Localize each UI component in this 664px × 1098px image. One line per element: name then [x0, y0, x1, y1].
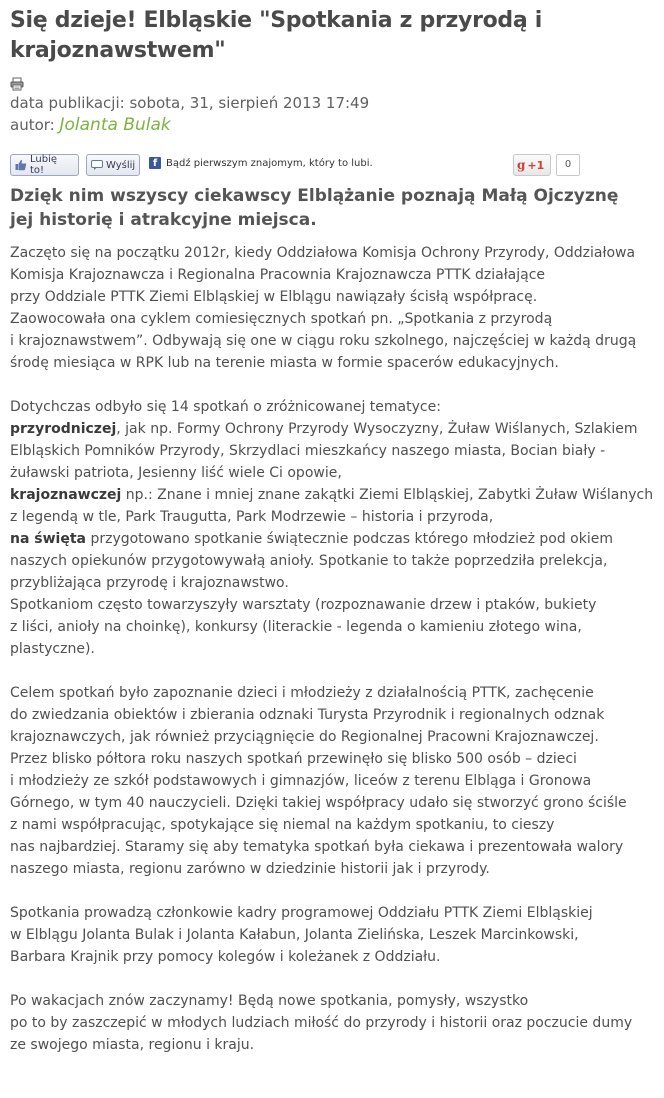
line-text: Po wakacjach znów zaczynamy! Będą nowe spotkania, pomysły, wszystko [10, 993, 529, 1009]
paragraph-line [10, 902, 654, 924]
line-text: z legendą w tle, Park Traugutta, Park Modrzewie – historia i przyroda, [10, 509, 494, 525]
line-text: po to by zaszczepić w młodych ludziach miłość do przyrody i historii oraz poczucie dumy [10, 1015, 633, 1031]
paragraph-line [10, 814, 654, 836]
paragraph-line [10, 594, 654, 616]
article-meta [10, 92, 654, 136]
paragraph [10, 902, 654, 968]
paragraph-line [10, 726, 654, 748]
paragraph-line [10, 836, 654, 858]
facebook-like-button[interactable] [10, 154, 79, 176]
paragraph-line [10, 1012, 654, 1034]
line-text: do zwiedzania obiektów i zbierania odznaki Turysta Przyrodnik i regionalnych odznak [10, 707, 605, 723]
line-text: Celem spotkań było zapoznanie dzieci i młodzieży z działalnością PTTK, zachęcenie [10, 685, 594, 701]
facebook-send-button[interactable] [86, 154, 140, 176]
paragraph-line [10, 462, 654, 484]
paragraph-line [10, 352, 654, 374]
line-text: plastyczne). [10, 641, 95, 657]
line-text: naszego miasta, regionu zarówno w dziedzinie historii jak i przyrody. [10, 861, 490, 877]
gplus-label: +1 [527, 158, 545, 172]
paragraph-line [10, 770, 654, 792]
paragraph-line [10, 946, 654, 968]
google-plus-button[interactable] [513, 154, 551, 176]
paragraph [10, 396, 654, 660]
bold-term: krajoznawczej [10, 487, 122, 503]
line-text: przy Oddziale PTTK Ziemi Elbląskiej w Elblągu nawiązały ścisłą współpracę. [10, 289, 538, 305]
line-text: Spotkaniom często towarzyszyły warsztaty (rozpoznawanie drzew i ptaków, bukiety [10, 597, 597, 613]
publication-label: data publikacji: [10, 94, 125, 112]
paragraph-line [10, 572, 654, 594]
line-text: z liści, anioły na choinkę), konkursy (literackie - legenda o kamieniu złotego wina, [10, 619, 582, 635]
paragraph-line [10, 440, 654, 462]
line-text: Przez blisko półtora roku naszych spotkań przewinęło się blisko 500 osób – dzieci [10, 751, 577, 767]
article-body [10, 242, 654, 1056]
line-text: Spotkania prowadzą członkowie kadry programowej Oddziału PTTK Ziemi Elbląskiej [10, 905, 593, 921]
line-text: przybliżająca przyrodę i krajoznawstwo. [10, 575, 289, 591]
paragraph-line [10, 330, 654, 352]
paragraph-line [10, 792, 654, 814]
author-name[interactable]: Jolanta Bulak [59, 115, 171, 135]
paragraph-line [10, 748, 654, 770]
line-text: żuławski patriota, Jesienny liść wiele Ci opowie, [10, 465, 342, 481]
paragraph-line [10, 550, 654, 572]
line-text: np.: Znane i mniej znane zakątki Ziemi Elbląskiej, Zabytki Żuław Wiślanych [121, 487, 654, 503]
paragraph-line [10, 264, 654, 286]
paragraph-line [10, 484, 654, 506]
paragraph-line [10, 242, 654, 264]
paragraph-line [10, 1034, 654, 1056]
paragraph-line [10, 396, 654, 418]
paragraph-line [10, 638, 654, 660]
article-lead [10, 184, 620, 232]
author-line [10, 114, 654, 136]
paragraph-line [10, 858, 654, 880]
like-label: Lubię to! [30, 154, 58, 176]
article-title: Się dzieje! Elbląskie "Spotkania z przyrodą i krajoznawstwem" [10, 8, 543, 63]
line-text: z nami współpracując, spotykające się niemal na każdym spotkaniu, to cieszy [10, 817, 555, 833]
line-text: w Elblągu Jolanta Bulak i Jolanta Kałabun, Jolanta Zielińska, Leszek Marcinkowski, [10, 927, 579, 943]
line-text: Zaowocowała ona cyklem comiesięcznych spotkań pn. „Spotkania z przyrodą [10, 311, 553, 327]
facebook-prompt-text: Bądź pierwszym znajomym, który to lubi. [166, 157, 373, 169]
line-text: Komisja Krajoznawcza i Regionalna Pracownia Krajoznawcza PTTK działające [10, 267, 546, 283]
line-text: krajoznawczych, jak również przyciągnięcie do Regionalnej Pracowni Krajoznawczej. [10, 729, 599, 745]
publication-date: sobota, 31, sierpień 2013 17:49 [129, 94, 370, 112]
line-text: Dotychczas odbyło się 14 spotkań o zróżnicowanej tematyce: [10, 399, 441, 415]
paragraph-line [10, 308, 654, 330]
google-plus-icon: g [517, 158, 526, 172]
line-text: , jak np. Formy Ochrony Przyrody Wysoczyzny, Żuław Wiślanych, Szlakiem [116, 421, 638, 437]
line-text: i młodzieży ze szkół podstawowych i gimnazjów, liceów z terenu Elbląga i Gronowa [10, 773, 592, 789]
paragraph-line [10, 418, 654, 440]
bold-term: przyrodniczej [10, 421, 117, 437]
line-text: Zaczęto się na początku 2012r, kiedy Oddziałowa Komisja Ochrony Przyrody, Oddziałowa [10, 245, 636, 261]
line-text: Barbara Krajnik przy pomocy kolegów i koleżanek z Oddziału. [10, 949, 441, 965]
paragraph [10, 990, 654, 1056]
paragraph-line [10, 528, 654, 550]
line-text: nas najbardziej. Staramy się aby tematyka spotkań była ciekawa i prezentowała walory [10, 839, 624, 855]
social-bar [10, 154, 654, 180]
line-text: przygotowano spotkanie świątecznie podczas którego młodzież pod okiem [86, 531, 613, 547]
line-text: Elbląskich Pomników Przyrody, Skrzydlaci mieszkańcy naszego miasta, Bocian biały - [10, 443, 606, 459]
printer-icon[interactable] [10, 76, 24, 90]
send-label: Wyślij [106, 159, 136, 171]
thumbs-up-icon [15, 159, 27, 171]
lead-line: jej historię i atrakcyjne miejsca. [10, 210, 317, 230]
speech-bubble-icon [91, 159, 103, 171]
paragraph-line [10, 682, 654, 704]
facebook-prompt [149, 157, 373, 169]
paragraph-line [10, 506, 654, 528]
paragraph-line [10, 286, 654, 308]
gplus-count: 0 [556, 154, 580, 176]
paragraph [10, 242, 654, 374]
print-row [10, 76, 654, 90]
paragraph-line [10, 704, 654, 726]
paragraph-line [10, 924, 654, 946]
line-text: i krajoznawstwem”. Odbywają się one w ciągu roku szkolnego, najczęściej w każdą drugą [10, 333, 637, 349]
lead-line: Dzięk nim wszyscy ciekawscy Elblążanie poznają Małą Ojczyznę [10, 186, 619, 206]
paragraph-line [10, 616, 654, 638]
paragraph [10, 682, 654, 880]
line-text: środę miesiąca w RPK lub na terenie miasta w formie spacerów edukacyjnych. [10, 355, 559, 371]
line-text: ze swojego miasta, regionu i kraju. [10, 1037, 255, 1053]
facebook-icon: f [149, 157, 161, 169]
line-text: Górnego, w tym 40 nauczycieli. Dzięki takiej współpracy udało się stworzyć grono ściśle [10, 795, 627, 811]
paragraph-line [10, 990, 654, 1012]
bold-term: na święta [10, 531, 86, 547]
line-text: naszych opiekunów przygotowywałą anioły. Spotkanie to także poprzedziła prelekcja, [10, 553, 608, 569]
author-label: autor: [10, 116, 55, 134]
publication-line [10, 92, 654, 114]
